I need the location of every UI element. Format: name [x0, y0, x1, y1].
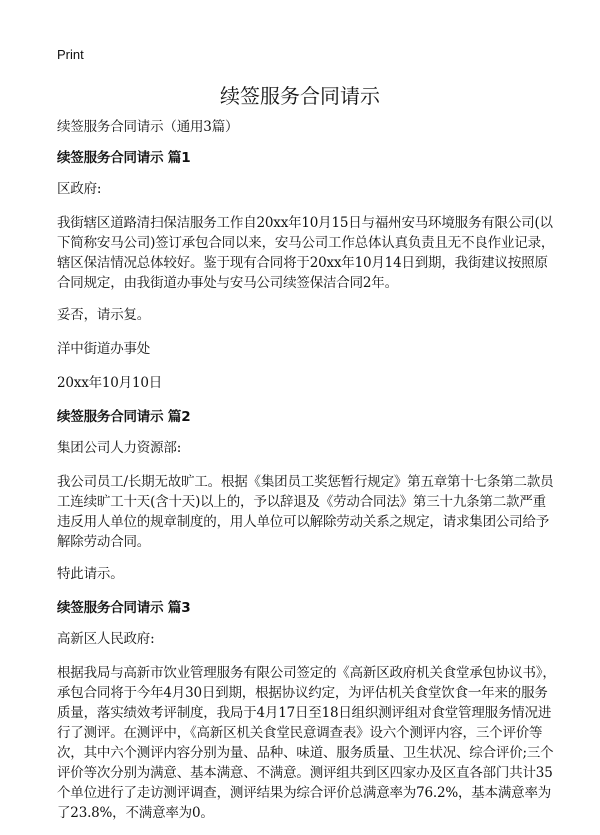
document-subtitle: 续签服务合同请示（通用3篇） — [57, 119, 239, 135]
section-2-body: 我公司员工/长期无故旷工。根据《集团员工奖惩暂行规定》第五章第十七条第二款员工连续旷工十天(含十天)以上的，予以辞退及《劳动合同法》第三十九条第二款严重违反用人单位的规章制度的，用人单位可以解除劳动关系之规定，请求集团公司给予解除劳动合同。 — [57, 474, 554, 550]
section-2-heading: 续签服务合同请示 篇2 — [57, 409, 191, 425]
section-1-signature: 洋中街道办事处 — [57, 341, 151, 357]
section-3-recipient: 高新区人民政府: — [57, 631, 155, 647]
section-2-closing: 特此请示。 — [57, 566, 124, 582]
print-link[interactable]: Print — [57, 47, 84, 62]
section-1-heading: 续签服务合同请示 篇1 — [57, 150, 191, 166]
document-body — [57, 117, 557, 835]
page-title: 续签服务合同请示 — [220, 84, 380, 108]
section-3-body: 根据我局与高新市饮业管理服务有限公司签定的《高新区政府机关食堂承包协议书》，承包合同将于今年4月30日到期，根据协议约定，为评估机关食堂饮食一年来的服务质量，落实绩效考评制度，我局于4月17日至18日组织测评组对食堂管理服务情况进行了测评。在测评中，《高新区机关食堂民意调查表》设六个测评内容，三个评价等次，其中六个测评内容分别为量、品种、味道、服务质量、卫生状况、综合评价;三个评价等次分别为满意、基本满意、不满意。测评组共到区四家办及区直各部门共计35个单位进行了走访测评调查，测评结果为综合评价总满意率为76.2%，基本满意率为了23.8%，不满意率为0。 — [57, 665, 556, 821]
section-1-body: 我街辖区道路清扫保洁服务工作自20xx年10月15日与福州安马环境服务有限公司(以下简称安马公司)签订承包合同以来，安马公司工作总体认真负责且无不良作业记录，辖区保洁情况总体较好。鉴于现有合同将于20xx年10月14日到期，我街建议按照原合同规定，由我街道办事处与安马公司续签保洁合同2年。 — [57, 215, 555, 291]
section-3-heading: 续签服务合同请示 篇3 — [57, 600, 191, 616]
section-1-closing: 妥否，请示复。 — [57, 307, 151, 323]
section-1-recipient: 区政府: — [57, 181, 102, 197]
section-2-recipient: 集团公司人力资源部: — [57, 440, 182, 456]
section-1-date: 20xx年10月10日 — [57, 375, 163, 391]
